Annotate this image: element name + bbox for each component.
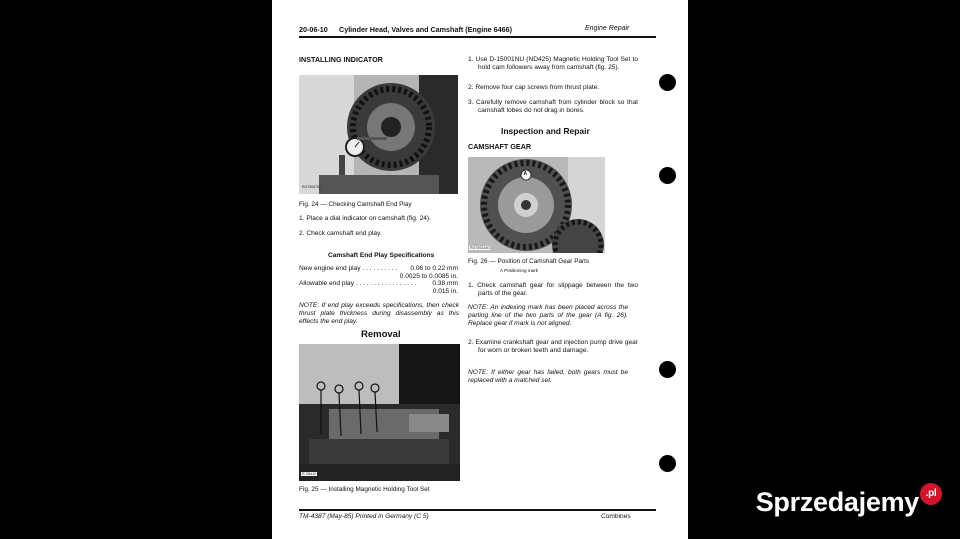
- spec-new-in: 0.0025 to 0.0085 in.: [399, 273, 458, 280]
- binder-hole: [659, 361, 676, 378]
- spec-new-mm: 0.06 to 0.22 mm: [410, 265, 458, 272]
- spec-allow-mm: 0.38 mm: [432, 280, 458, 287]
- right-step-4: 1. Check camshaft gear for slippage between the two parts of the gear.: [468, 282, 638, 297]
- magnetic-holding-tool-image: [299, 344, 460, 481]
- fig26-photo: [468, 157, 605, 253]
- watermark-suffix: .pl: [920, 483, 942, 505]
- left-step-2: 2. Check camshaft end play.: [299, 230, 382, 237]
- right-note-1: NOTE: An indexing mark has been placed across the parting line of the two parts of the gear (A fig. 26). Replace gear if mark is not aligned.: [468, 304, 628, 327]
- header-page-number: 20-06-10: [299, 25, 328, 34]
- footer-rule: [299, 509, 656, 511]
- fig24-photo: [299, 75, 458, 194]
- spec-allow-in: 0.015 in.: [432, 288, 458, 295]
- spec-new-label: New engine end play . . . . . . . . . .: [299, 265, 398, 272]
- fig25-photo-code: R 26410: [302, 472, 317, 476]
- fig26-photo-code: RG7553160: [470, 246, 490, 250]
- sprzedajemy-watermark: [756, 487, 942, 518]
- binder-hole: [659, 455, 676, 472]
- manual-page: [272, 0, 688, 539]
- spec-title: Camshaft End Play Specifications: [328, 252, 435, 259]
- fig26-caption: Fig. 26 — Position of Camshaft Gear Parts: [468, 258, 590, 265]
- camshaft-dial-indicator-image: [299, 75, 458, 194]
- fig26-letter-a: A: [523, 171, 528, 177]
- installing-indicator-heading: INSTALLING INDICATOR: [299, 55, 383, 64]
- right-step-5: 2. Examine crankshaft gear and injection pump drive gear for worn or broken teeth and damage.: [468, 339, 638, 354]
- right-step-3: 3. Carefully remove camshaft from cylinder block so that camshaft lobes do not drag in bores.: [468, 99, 638, 114]
- fig24-photo-code: RG7553763: [302, 185, 321, 189]
- camshaft-gear-subheading: CAMSHAFT GEAR: [468, 142, 532, 151]
- fig26-legend: A Positioning mark: [500, 268, 539, 273]
- right-step-1: 1. Use D-15001NU (ND425) Magnetic Holding Tool Set to hold cam followers away from camshaft (fig. 25).: [468, 56, 638, 71]
- fig24-caption: Fig. 24 — Checking Camshaft End Play: [299, 201, 412, 208]
- binder-hole: [659, 167, 676, 184]
- left-step-1: 1. Place a dial indicator on camshaft (fig. 24).: [299, 215, 431, 222]
- header-section: Engine Repair: [585, 25, 630, 32]
- footer-left: TM-4387 (May-85) Printed in Germany (C 5): [299, 513, 429, 520]
- binder-hole: [659, 74, 676, 91]
- fig25-caption: Fig. 25 — Installing Magnetic Holding Tool Set: [299, 486, 430, 493]
- inspection-heading: Inspection and Repair: [501, 126, 590, 136]
- header-rule: [299, 36, 656, 38]
- left-note: NOTE: If end play exceeds specifications, then check thrust plate thickness during disassembly as this effects the end play.: [299, 302, 459, 325]
- header-title: Cylinder Head, Valves and Camshaft (Engine 6466): [339, 25, 512, 34]
- fig25-photo: [299, 344, 460, 481]
- right-note-2: NOTE: If either gear has failed, both gears must be replaced with a matched set.: [468, 369, 628, 384]
- removal-heading: Removal: [361, 329, 401, 340]
- footer-right: Combines: [601, 513, 631, 520]
- right-step-2: 2. Remove four cap screws from thrust plate.: [468, 84, 600, 91]
- spec-allow-label: Allowable end play . . . . . . . . . . . . . . . . .: [299, 280, 417, 287]
- camshaft-gear-image: [468, 157, 605, 253]
- watermark-text: Sprzedajemy: [755, 487, 919, 517]
